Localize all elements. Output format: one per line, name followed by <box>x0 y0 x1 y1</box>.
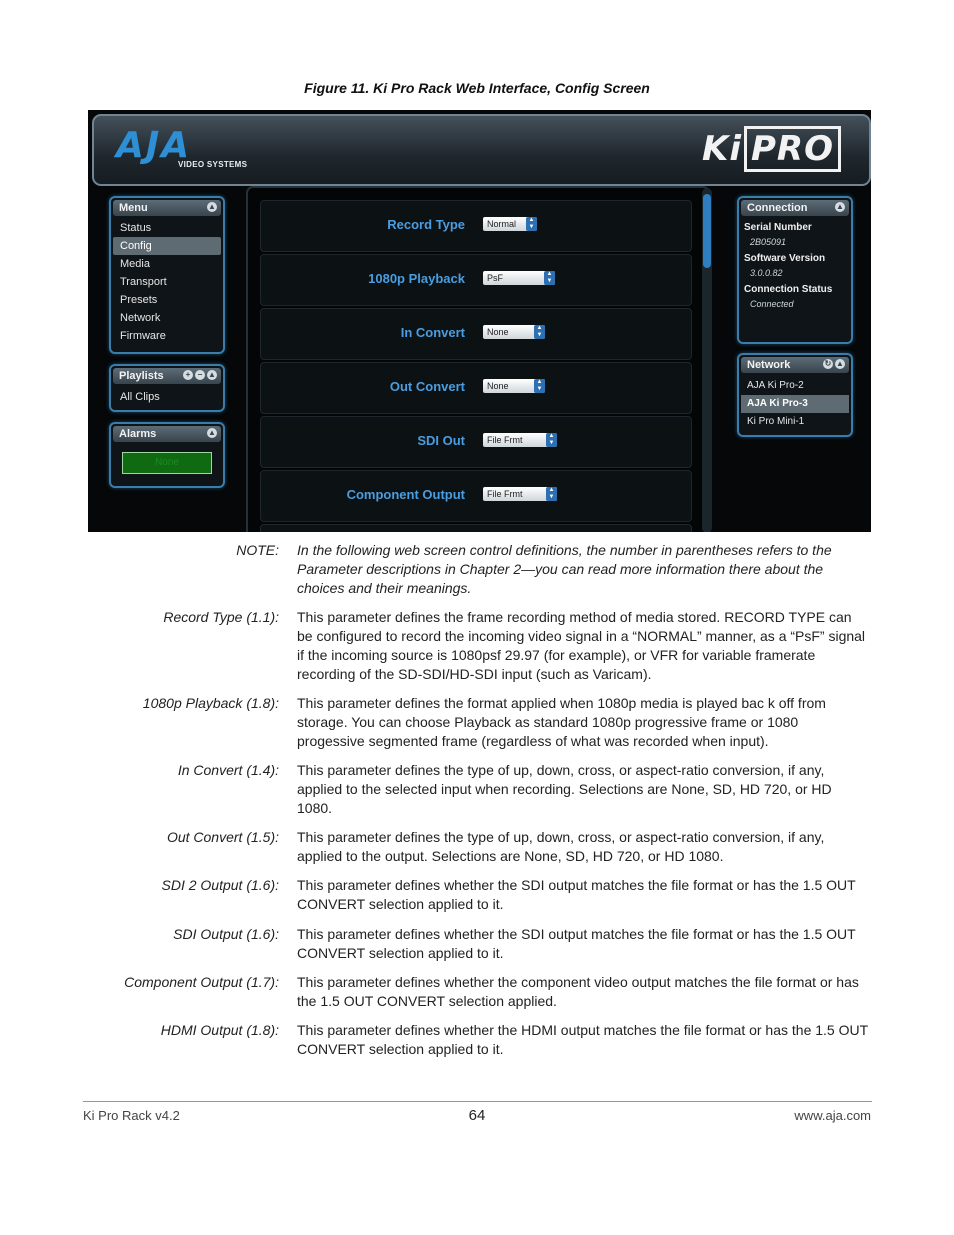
select-arrows-icon: ▲ ▼ <box>544 271 555 285</box>
definition-text: In the following web screen control definitions, the number in parentheses refers to the Parameter descriptions in Chapter 2—you can read more information there about the choices and their meanings. <box>297 542 832 596</box>
select-arrows-icon: ▲ ▼ <box>546 487 557 501</box>
definition-text: This parameter defines the frame recording method of media stored. RECORD TYPE can be configured to record the incoming video signal in a “NORMAL” manner, as a “PsF” signal if the incoming source is 1080psf 29.97 (for example), or VFR for variable framerate recording of the SD-SDI/HD-SDI input (such as Varicam). <box>297 609 866 682</box>
network-panel <box>737 353 853 437</box>
header-bar <box>92 114 871 186</box>
scrollbar-thumb[interactable] <box>703 194 711 268</box>
aja-logo: AJA <box>116 125 192 166</box>
playlists-panel <box>109 364 225 412</box>
connection-status-value: Connected <box>750 299 794 309</box>
out-convert-select[interactable] <box>483 379 545 393</box>
alarms-panel <box>109 422 225 488</box>
definition-text: This parameter defines whether the SDI output matches the file format or has the 1.5 OUT CONVERT selection applied to it. <box>297 877 856 912</box>
definition-text: This parameter defines the format applied when 1080p media is played bac k off from storage. You can choose Playback as standard 1080p progressive frame or 1080 progessive segmented frame (regardless of what was recorded when input). <box>297 695 826 749</box>
definition-term: Component Output (1.7): <box>124 974 279 990</box>
aja-subtitle: VIDEO SYSTEMS <box>178 160 248 169</box>
definition-term: In Convert (1.4): <box>177 762 279 778</box>
collapse-icon[interactable]: ▲ <box>836 359 844 368</box>
out-convert-label: Out Convert <box>389 379 465 394</box>
in-convert-label: In Convert <box>400 325 465 340</box>
definition-text: This parameter defines whether the component video output matches the file format or has the 1.5 OUT CONVERT selection applied. <box>297 974 859 1009</box>
footer-divider <box>83 1101 872 1102</box>
1080p-playback-label: 1080p Playback <box>368 271 465 286</box>
software-version-value: 3.0.0.82 <box>750 268 783 278</box>
config-row-sdi-out <box>260 416 692 468</box>
menu-item-status[interactable]: Status <box>120 222 152 234</box>
software-version-label: Software Version <box>744 253 826 264</box>
select-arrows-icon: ▲ ▼ <box>546 433 557 447</box>
figure-caption: Figure 11. Ki Pro Rack Web Interface, Config Screen <box>304 80 650 96</box>
menu-title: Menu <box>119 202 148 214</box>
1080p-playback-select[interactable] <box>483 271 555 285</box>
config-row-partial <box>260 524 692 532</box>
record-type-select[interactable] <box>483 217 537 231</box>
definition-term: HDMI Output (1.8): <box>160 1022 279 1038</box>
add-playlist-icon[interactable]: + <box>183 370 193 380</box>
menu-panel <box>109 196 225 354</box>
definition-text: This parameter defines whether the HDMI output matches the file format or has the 1.5 OUT CONVERT selection applied to it. <box>297 1022 868 1057</box>
kipro-logo-ki: Ki <box>701 129 742 169</box>
kipro-logo <box>702 130 841 168</box>
definition-text: This parameter defines the type of up, down, cross, or aspect-ratio conversion, if any, applied to the output. Selections are None, SD, HD 720, or HD 1080. <box>297 829 825 864</box>
kipro-logo-pro: PRO <box>744 126 841 172</box>
config-row-in-convert <box>260 308 692 360</box>
config-row-out-convert <box>260 362 692 414</box>
playlists-title: Playlists <box>119 370 164 382</box>
collapse-icon[interactable]: ▲ <box>836 202 844 211</box>
definition-term: Record Type (1.1): <box>163 609 279 625</box>
alarms-panel-header <box>113 426 221 442</box>
web-interface-screenshot <box>88 110 871 532</box>
collapse-icon[interactable]: ▲ <box>208 428 216 437</box>
config-row-record-type <box>260 200 692 252</box>
playlists-panel-header <box>113 368 221 384</box>
menu-item-presets[interactable]: Presets <box>120 294 158 306</box>
definition-term: Out Convert (1.5): <box>166 829 279 845</box>
sdi-out-label: SDI Out <box>417 433 465 448</box>
network-item-ki-pro-3[interactable]: AJA Ki Pro-3 <box>741 395 849 413</box>
in-convert-value: None <box>487 327 509 337</box>
alarm-status: None <box>122 452 212 474</box>
remove-playlist-icon[interactable]: − <box>195 370 205 380</box>
page-number: 64 <box>468 1107 486 1124</box>
config-area <box>246 186 710 532</box>
connection-panel <box>737 196 853 344</box>
select-arrows-icon: ▲ ▼ <box>534 379 545 393</box>
component-output-value: File Frmt <box>487 489 523 499</box>
sdi-out-value: File Frmt <box>487 435 523 445</box>
record-type-value: Normal <box>487 219 517 229</box>
menu-item-transport[interactable]: Transport <box>120 276 167 288</box>
connection-status-label: Connection Status <box>744 284 833 295</box>
select-arrows-icon: ▲ ▼ <box>534 325 545 339</box>
refresh-icon[interactable]: ↻ <box>824 359 832 368</box>
config-row-component-output <box>260 470 692 522</box>
config-row-1080p-playback <box>260 254 692 306</box>
record-type-label: Record Type <box>387 217 465 232</box>
collapse-icon[interactable]: ▲ <box>208 202 216 211</box>
connection-panel-header <box>741 200 849 216</box>
definition-term: SDI Output (1.6): <box>173 926 279 942</box>
config-scrollbar[interactable] <box>702 188 712 532</box>
footer-doc-title: Ki Pro Rack v4.2 <box>83 1108 180 1123</box>
alarms-title: Alarms <box>119 428 157 440</box>
definition-text: This parameter defines the type of up, down, cross, or aspect-ratio conversion, if any, applied to the selected input when recording. Selections are None, SD, HD 720, or HD 1080. <box>297 762 832 816</box>
component-output-select[interactable] <box>483 487 557 501</box>
menu-item-config[interactable]: Config <box>113 237 221 255</box>
serial-number-value: 2B05091 <box>750 237 787 247</box>
menu-item-firmware[interactable]: Firmware <box>120 330 166 342</box>
in-convert-select[interactable] <box>483 325 545 339</box>
1080p-playback-value: PsF <box>487 273 504 283</box>
menu-panel-header <box>113 200 221 216</box>
playlist-item-all-clips[interactable]: All Clips <box>120 391 160 403</box>
definition-text: This parameter defines whether the SDI output matches the file format or has the 1.5 OUT CONVERT selection applied to it. <box>297 926 856 961</box>
component-output-label: Component Output <box>346 487 465 502</box>
select-arrows-icon: ▲ ▼ <box>526 217 537 231</box>
menu-item-network[interactable]: Network <box>120 312 161 324</box>
network-panel-header <box>741 357 849 373</box>
definition-term: SDI 2 Output (1.6): <box>161 877 279 893</box>
connection-title: Connection <box>747 202 808 214</box>
network-title: Network <box>747 359 791 371</box>
network-item-ki-pro-2[interactable]: AJA Ki Pro-2 <box>747 380 804 391</box>
definition-term: 1080p Playback (1.8): <box>142 695 279 711</box>
network-item-ki-pro-mini-1[interactable]: Ki Pro Mini-1 <box>747 416 805 427</box>
menu-item-media[interactable]: Media <box>120 258 150 270</box>
sdi-out-select[interactable] <box>483 433 557 447</box>
definition-term: NOTE: <box>236 542 279 558</box>
serial-number-label: Serial Number <box>744 222 812 233</box>
footer-url: www.aja.com <box>794 1108 871 1123</box>
collapse-icon[interactable]: ▲ <box>208 370 216 379</box>
out-convert-value: None <box>487 381 509 391</box>
